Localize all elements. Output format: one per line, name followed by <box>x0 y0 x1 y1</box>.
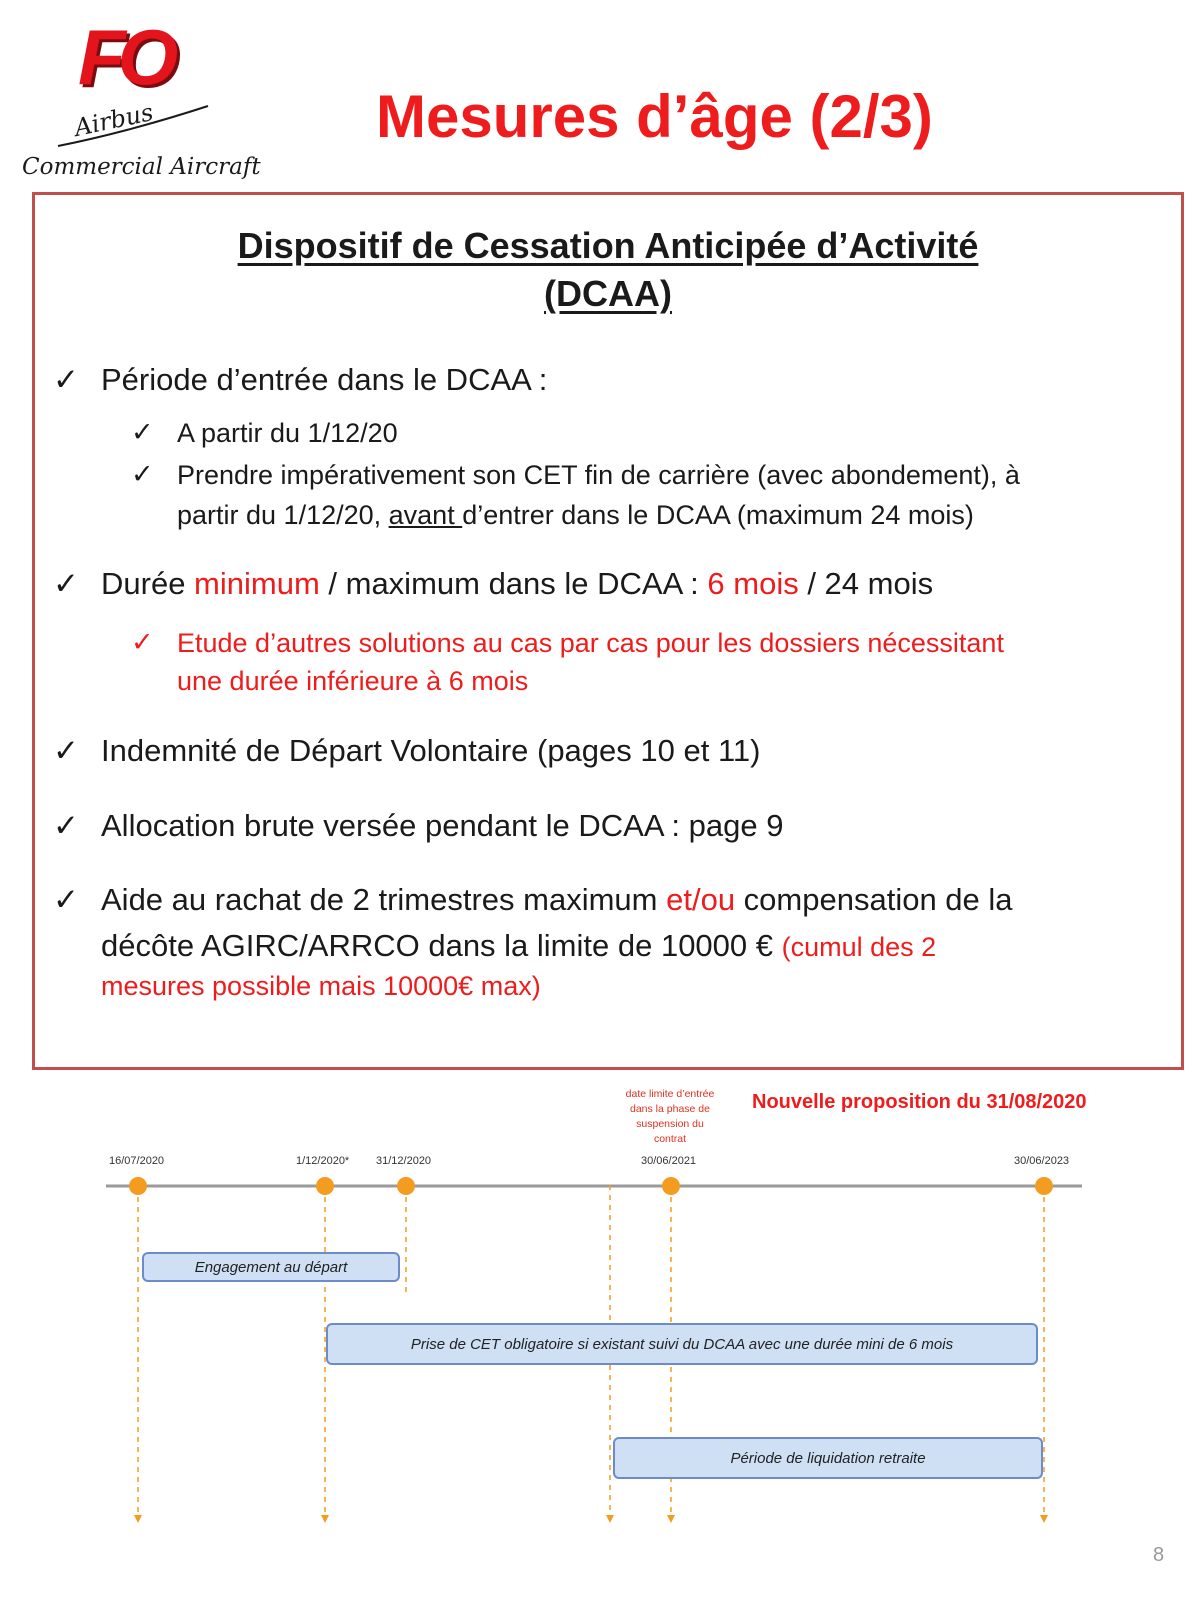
fo-airbus-logo <box>18 14 268 184</box>
note-line: date limite d’entrée <box>625 1088 715 1100</box>
start-date-text: A partir du 1/12/20 <box>177 418 398 448</box>
duration-minimum: minimum <box>194 566 320 601</box>
check-icon: ✓ <box>131 627 154 658</box>
page-title: Mesures d’âge (2/3) <box>376 83 933 150</box>
bar-cet-dcaa: Prise de CET obligatoire si existant suivi du DCAA avec une durée mini de 6 mois <box>326 1323 1038 1365</box>
milestone-dot <box>662 1177 680 1195</box>
bar-retirement: Période de liquidation retraite <box>613 1437 1043 1479</box>
note-line: contrat <box>653 1133 687 1145</box>
other-solutions-line1: Etude d’autres solutions au cas par cas pour les dossiers nécessitant <box>177 628 1004 658</box>
indemnity-text: Indemnité de Départ Volontaire (pages 10 et 11) <box>101 733 761 768</box>
note-line: suspension du <box>636 1118 704 1130</box>
cet-text-underlined: avant <box>388 500 463 530</box>
aid-line1-a: Aide au rachat de 2 trimestres maximum <box>101 882 667 917</box>
aid-line3: mesures possible mais 10000€ max) <box>101 971 541 1001</box>
duration-b: / maximum dans le DCAA : <box>319 566 708 601</box>
aid-line1 <box>101 877 1013 923</box>
aid-line1-b: compensation de la <box>735 882 1013 917</box>
timeline-graphic <box>0 1075 1200 1555</box>
date-label: 1/12/2020* <box>296 1155 350 1167</box>
milestone-dot <box>129 1177 147 1195</box>
check-icon: ✓ <box>131 459 154 490</box>
aid-line2-red: (cumul des 2 <box>781 932 937 962</box>
aid-and-or: et/ou <box>666 882 736 917</box>
logo-fo: FO <box>78 13 171 101</box>
date-label: 31/12/2020 <box>376 1155 432 1167</box>
duration-c: / 24 mois <box>798 566 934 601</box>
new-proposal-label: Nouvelle proposition du 31/08/2020 <box>752 1091 1087 1113</box>
aid-line2-a: décôte AGIRC/ARRCO dans la limite de 10000 € <box>101 928 782 963</box>
date-label: 30/06/2023 <box>1014 1155 1070 1167</box>
bar-commitment: Engagement au départ <box>142 1252 400 1282</box>
note-line: dans la phase de <box>630 1103 710 1115</box>
page-number: 8 <box>1153 1544 1165 1566</box>
check-icon: ✓ <box>53 882 79 918</box>
entry-period-label: Période d’entrée dans le DCAA : <box>101 362 548 397</box>
box-heading-line1: Dispositif de Cessation Anticipée d’Activité <box>237 225 979 266</box>
timeline <box>0 1075 1200 1555</box>
box-heading-line2: (DCAA) <box>544 273 672 314</box>
arrow-down-icon <box>1040 1515 1048 1523</box>
milestone-dot <box>397 1177 415 1195</box>
milestone-dot <box>1035 1177 1053 1195</box>
arrow-down-icon <box>321 1515 329 1523</box>
check-icon: ✓ <box>53 566 79 602</box>
duration-6-months: 6 mois <box>707 566 799 601</box>
check-icon: ✓ <box>53 733 79 769</box>
other-solutions-line2: une durée inférieure à 6 mois <box>177 666 529 696</box>
allowance-text: Allocation brute versée pendant le DCAA : page 9 <box>101 808 784 843</box>
check-icon: ✓ <box>53 808 79 844</box>
cet-text-b: d’entrer dans le DCAA (maximum 24 mois) <box>462 500 974 530</box>
arrow-down-icon <box>667 1515 675 1523</box>
arrow-down-icon <box>606 1515 614 1523</box>
logo-airbus: Airbus <box>71 98 156 142</box>
dcaa-box <box>32 192 1184 1070</box>
date-label: 30/06/2021 <box>641 1155 697 1167</box>
logo-commercial-aircraft: Commercial Aircraft <box>22 154 261 180</box>
check-icon: ✓ <box>53 362 79 398</box>
cet-text-a: partir du 1/12/20, <box>177 500 389 530</box>
duration-a: Durée <box>101 566 195 601</box>
cet-text-line1: Prendre impérativement son CET fin de carrière (avec abondement), à <box>177 460 1020 490</box>
check-icon: ✓ <box>131 417 154 448</box>
milestone-dot <box>316 1177 334 1195</box>
cet-text-line2 <box>177 495 974 535</box>
date-label: 16/07/2020 <box>109 1155 165 1167</box>
duration-text <box>101 561 933 607</box>
arrow-down-icon <box>134 1515 142 1523</box>
